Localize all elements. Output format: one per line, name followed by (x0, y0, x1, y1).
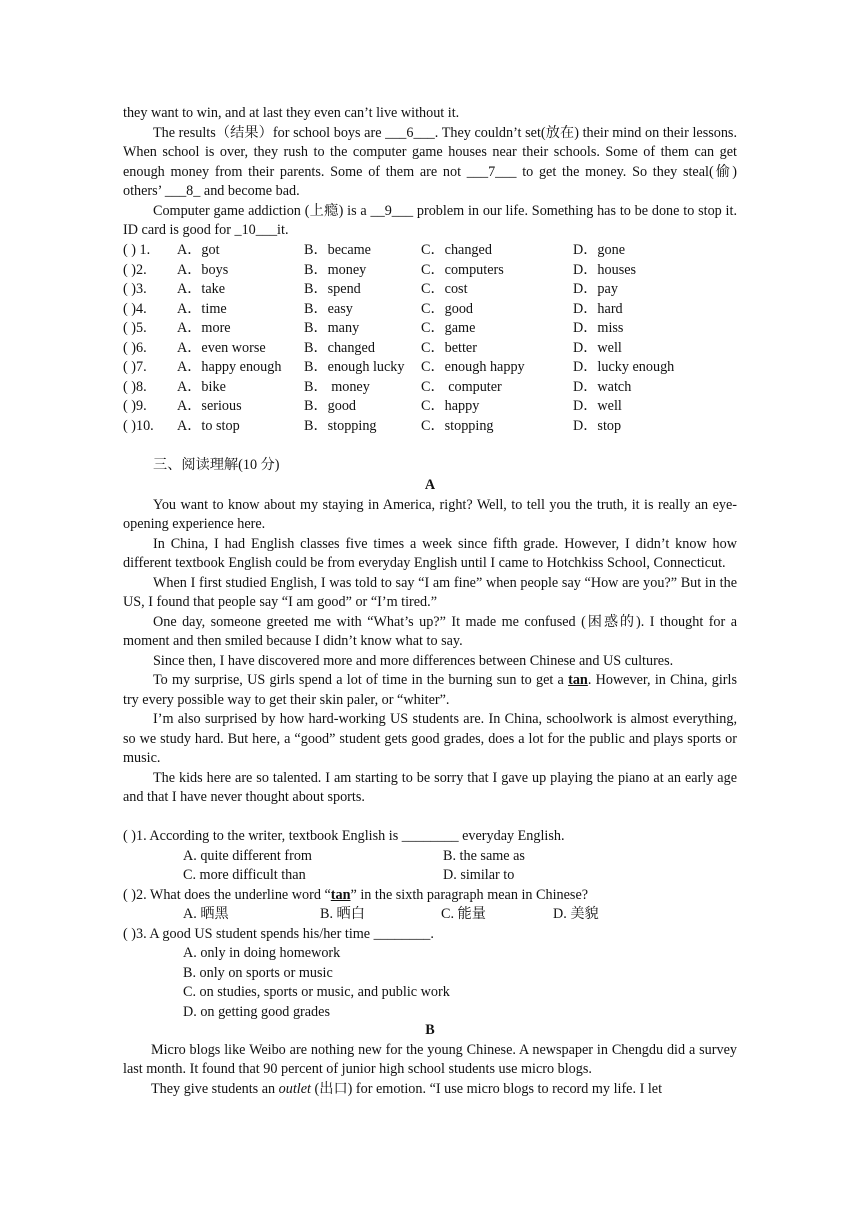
question-options (123, 847, 737, 867)
cloze-option-row (123, 261, 737, 281)
option-b: B．became (304, 242, 371, 258)
option-d: D．pay (573, 281, 618, 297)
question-number: ( ) 1. (123, 242, 151, 258)
cloze-option-row (123, 339, 737, 359)
passage-paragraph: They give students an outlet (出口) for emotion. “I use micro blogs to record my life. I let (151, 1080, 663, 1097)
option-a: A. quite different from (183, 847, 312, 864)
option-a: A．got (177, 242, 220, 258)
option-b: B．spend (304, 281, 361, 297)
option-d: D．houses (573, 261, 637, 278)
question-stem: ( )2. What does the underline word “tan” in the sixth paragraph mean in Chinese? (123, 886, 589, 903)
option-a: A．even worse (177, 339, 266, 356)
cloze-paragraph: they want to win, and at last they even can’t live without it. (123, 105, 460, 121)
option-c: C．computers (421, 261, 504, 278)
option-c: C．better (421, 339, 477, 356)
option-b: B. the same as (443, 847, 525, 864)
option-a: A．take (177, 281, 226, 297)
cloze-paragraph: The results（结果）for school boys are ___6___. They couldn’t set(放在) their mind on their lessons. When school is over, they rush to the computer game houses near their schools. Some of them can get enough money from their parents. Some of them are not ___7___ to get the money. So they steal(偷) others’ ___8_ and become bad. (123, 124, 737, 199)
option-d: D. on getting good grades (183, 1003, 330, 1020)
cloze-option-row (123, 319, 737, 339)
passage-paragraph: When I first studied English, I was told to say “I am fine” when people say “How are you?” But in the US, I found that people say “I am good” or “I’m tired.” (123, 574, 737, 610)
passage-label: A (424, 477, 436, 493)
passage-paragraph: Since then, I have discovered more and more differences between Chinese and US cultures. (153, 652, 674, 669)
question-number: ( )6. (123, 339, 147, 356)
passage-paragraph: In China, I had English classes five times a week since fifth grade. However, I didn’t know how different textbook English could be from everyday English until I came to Hotchkiss School, Connecticut. (123, 535, 737, 571)
underlined-word-tan: tan (330, 886, 351, 903)
option-c: C．cost (421, 281, 468, 297)
passage-a (123, 476, 737, 808)
question-number: ( )4. (123, 300, 147, 317)
option-c: C．happy (421, 398, 480, 414)
cloze-option-row (123, 280, 737, 300)
option-b: B．stopping (304, 417, 377, 434)
questions-a (123, 827, 737, 1022)
option-a: A. 晒黑 (183, 906, 229, 922)
option-b: B．many (304, 320, 360, 336)
option-a: A．happy enough (177, 359, 282, 375)
question-number: ( )3. (123, 281, 147, 297)
option-d: D．well (573, 339, 622, 356)
passage-paragraph: I’m also surprised by how hard-working US students are. In China, schoolwork is almost everything, so we study hard. But here, a “good” student gets good grades, does a lot for the public and plays sports or music. (123, 711, 737, 766)
option-b: B．easy (304, 300, 353, 317)
option-c: C．game (421, 320, 476, 336)
option-d: D．hard (573, 300, 623, 317)
cloze-option-row (123, 378, 737, 398)
option-d: D. similar to (443, 867, 515, 883)
option-a: A．serious (177, 398, 242, 414)
passage-paragraph: The kids here are so talented. I am starting to be sorry that I gave up playing the piano at an early age and that I have never thought about sports. (123, 769, 737, 805)
option-a: A．to stop (177, 417, 240, 434)
option-b: B. 晒白 (320, 906, 365, 922)
option-b: B. only on sports or music (183, 964, 333, 981)
cloze-option-row (123, 417, 737, 437)
question-options (123, 866, 737, 886)
option-a: A. only in doing homework (183, 945, 341, 961)
option-c: C. on studies, sports or music, and public work (183, 984, 450, 1000)
question-number: ( )10. (123, 417, 154, 434)
cloze-passage (123, 104, 737, 241)
section-title: 三、阅读理解(10 分) (153, 457, 280, 473)
cloze-option-row (123, 397, 737, 417)
option-a: A．boys (177, 261, 229, 278)
passage-paragraph: One day, someone greeted me with “What’s up?” It made me confused (困惑的). I thought for a moment and then smiled because I didn’t know what to say. (123, 613, 737, 649)
cloze-option-row (123, 300, 737, 320)
question-options (123, 905, 737, 925)
cloze-paragraph: Computer game addiction (上瘾) is a __9___ problem in our life. Something has to be done to stop it. ID card is good for _10___it. (123, 202, 737, 238)
passage-paragraph: To my surprise, US girls spend a lot of time in the burning sun to get a tan. However, in China, girls try every possible way to get their skin paler, or “whiter”. (123, 672, 737, 708)
passage-paragraph: You want to know about my staying in America, right? Well, to tell you the truth, it is really an eye-opening experience here. (123, 496, 737, 532)
option-c: C. more difficult than (183, 867, 306, 883)
option-d: D．stop (573, 417, 622, 434)
cloze-options (123, 241, 737, 436)
passage-paragraph: Micro blogs like Weibo are nothing new for the young Chinese. A newspaper in Chengdu did a survey last month. It found that 90 percent of junior high school students use micro blogs. (123, 1041, 737, 1077)
question-number: ( )7. (123, 359, 147, 375)
option-c: C．good (421, 300, 474, 317)
passage-label: B (425, 1022, 435, 1038)
cloze-option-row (123, 241, 737, 261)
cloze-option-row (123, 358, 737, 378)
option-b: B．changed (304, 339, 375, 356)
option-c: C．stopping (421, 417, 494, 434)
option-d: D. 美貌 (553, 906, 599, 922)
option-d: D．well (573, 398, 622, 414)
option-c: C. 能量 (441, 906, 486, 922)
option-d: D．gone (573, 242, 626, 258)
option-a: A．more (177, 320, 231, 336)
passage-b (123, 1021, 737, 1099)
option-b: B．good (304, 398, 357, 414)
question-number: ( )8. (123, 378, 147, 395)
option-a: A．time (177, 300, 227, 317)
option-c: C．enough happy (421, 359, 525, 375)
option-b: B． money (304, 378, 370, 395)
option-b: B．money (304, 261, 367, 278)
option-c: C．changed (421, 242, 492, 258)
underlined-word-tan: tan (568, 672, 588, 688)
question-number: ( )9. (123, 398, 147, 414)
option-d: D．lucky enough (573, 359, 675, 375)
option-b: B．enough lucky (304, 359, 405, 375)
option-a: A．bike (177, 378, 226, 395)
question-number: ( )2. (123, 261, 147, 278)
option-d: D．watch (573, 378, 632, 395)
question-number: ( )5. (123, 320, 147, 336)
option-d: D．miss (573, 320, 624, 336)
question-stem: ( )1. According to the writer, textbook English is ________ everyday English. (123, 828, 565, 844)
option-c: C． computer (421, 378, 502, 395)
question-stem: ( )3. A good US student spends his/her time ________. (123, 925, 434, 942)
